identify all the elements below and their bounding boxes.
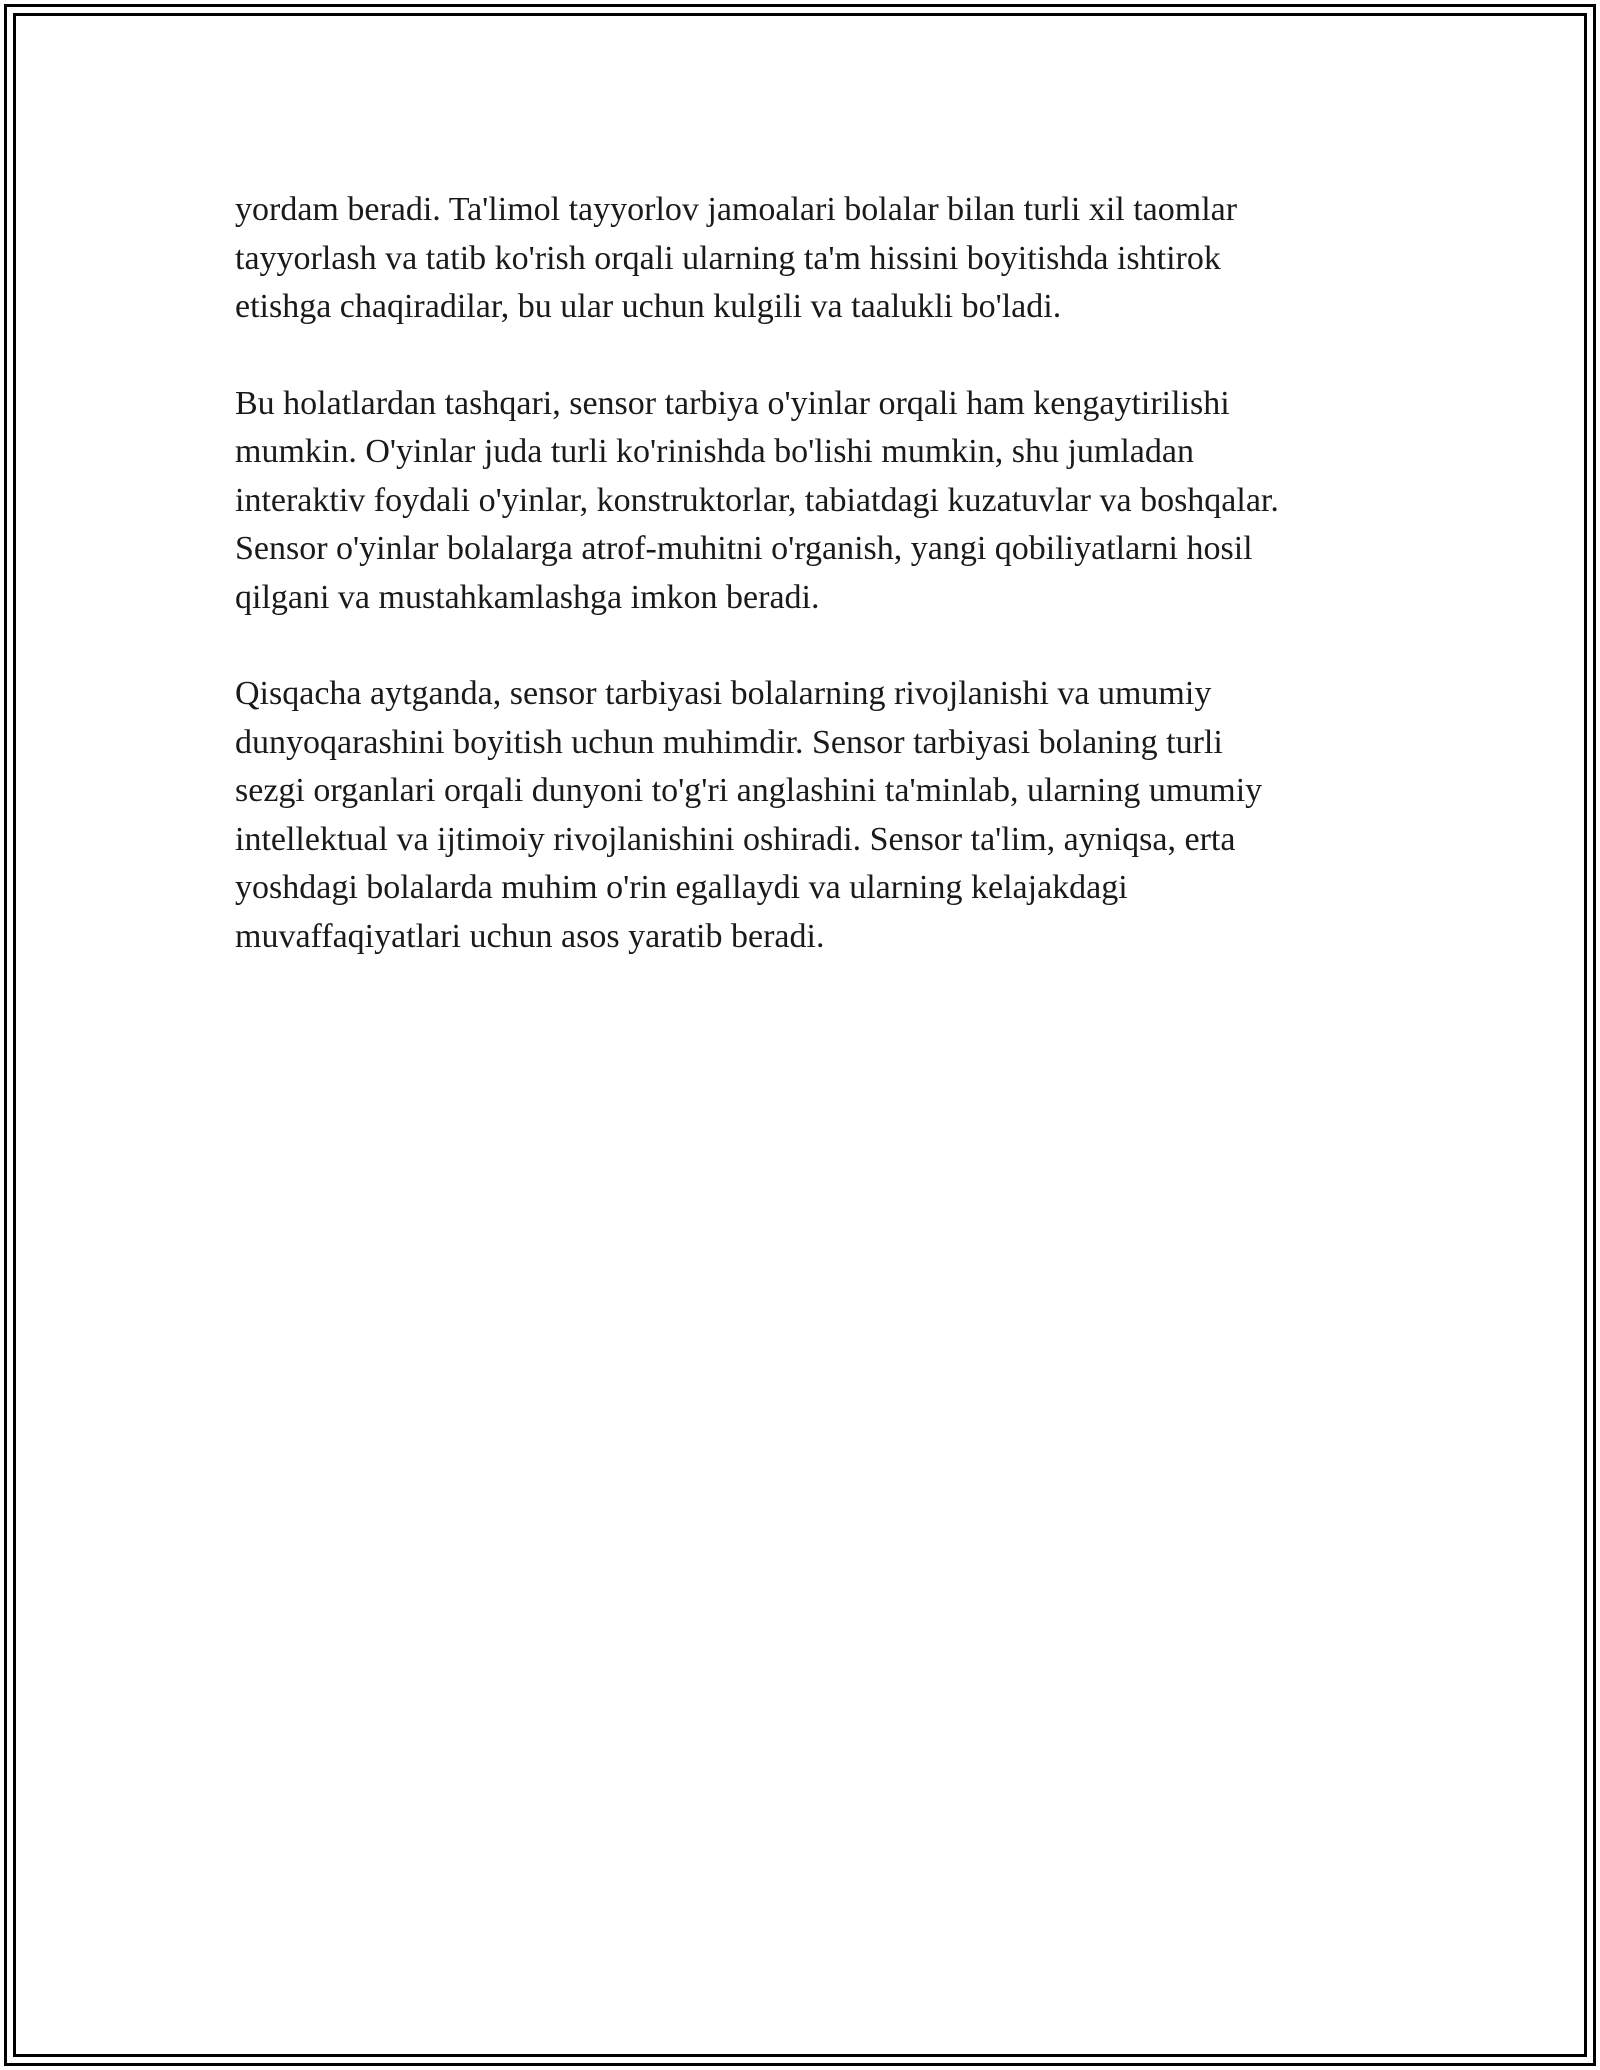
document-body <box>235 186 1375 1009</box>
text-line: mumkin. O'yinlar juda turli ko'rinishda bo'lishi mumkin, shu jumladan <box>235 433 1194 470</box>
text-line: yoshdagi bolalarda muhim o'rin egallaydi va ularning kelajakdagi <box>235 869 1128 906</box>
paragraph-2 <box>235 380 1375 623</box>
text-line: sezgi organlari orqali dunyoni to'g'ri anglashini ta'minlab, ularning umumiy <box>235 772 1263 809</box>
text-line: Sensor o'yinlar bolalarga atrof-muhitni o'rganish, yangi qobiliyatlarni hosil <box>235 530 1253 567</box>
paragraph-1 <box>235 186 1375 332</box>
text-line: intellektual va ijtimoiy rivojlanishini oshiradi. Sensor ta'lim, ayniqsa, erta <box>235 820 1236 858</box>
text-line: qilgani va mustahkamlashga imkon beradi. <box>235 578 820 616</box>
text-line: etishga chaqiradilar, bu ular uchun kulgili va taalukli bo'ladi. <box>235 288 1062 325</box>
text-line: yordam beradi. Ta'limol tayyorlov jamoalari bolalar bilan turli xil taomlar <box>235 191 1238 228</box>
text-line: tayyorlash va tatib ko'rish orqali ularning ta'm hissini boyitishda ishtirok <box>235 239 1221 277</box>
paragraph-3 <box>235 670 1375 961</box>
text-line: Qisqacha aytganda, sensor tarbiyasi bolalarning rivojlanishi va umumiy <box>235 675 1212 712</box>
text-line: Bu holatlardan tashqari, sensor tarbiya o'yinlar orqali ham kengaytirilishi <box>235 384 1230 422</box>
text-line: interaktiv foydali o'yinlar, konstruktorlar, tabiatdagi kuzatuvlar va boshqalar. <box>235 481 1279 519</box>
text-line: muvaffaqiyatlari uchun asos yaratib beradi. <box>235 917 825 955</box>
text-line: dunyoqarashini boyitish uchun muhimdir. Sensor tarbiyasi bolaning turli <box>235 723 1223 761</box>
